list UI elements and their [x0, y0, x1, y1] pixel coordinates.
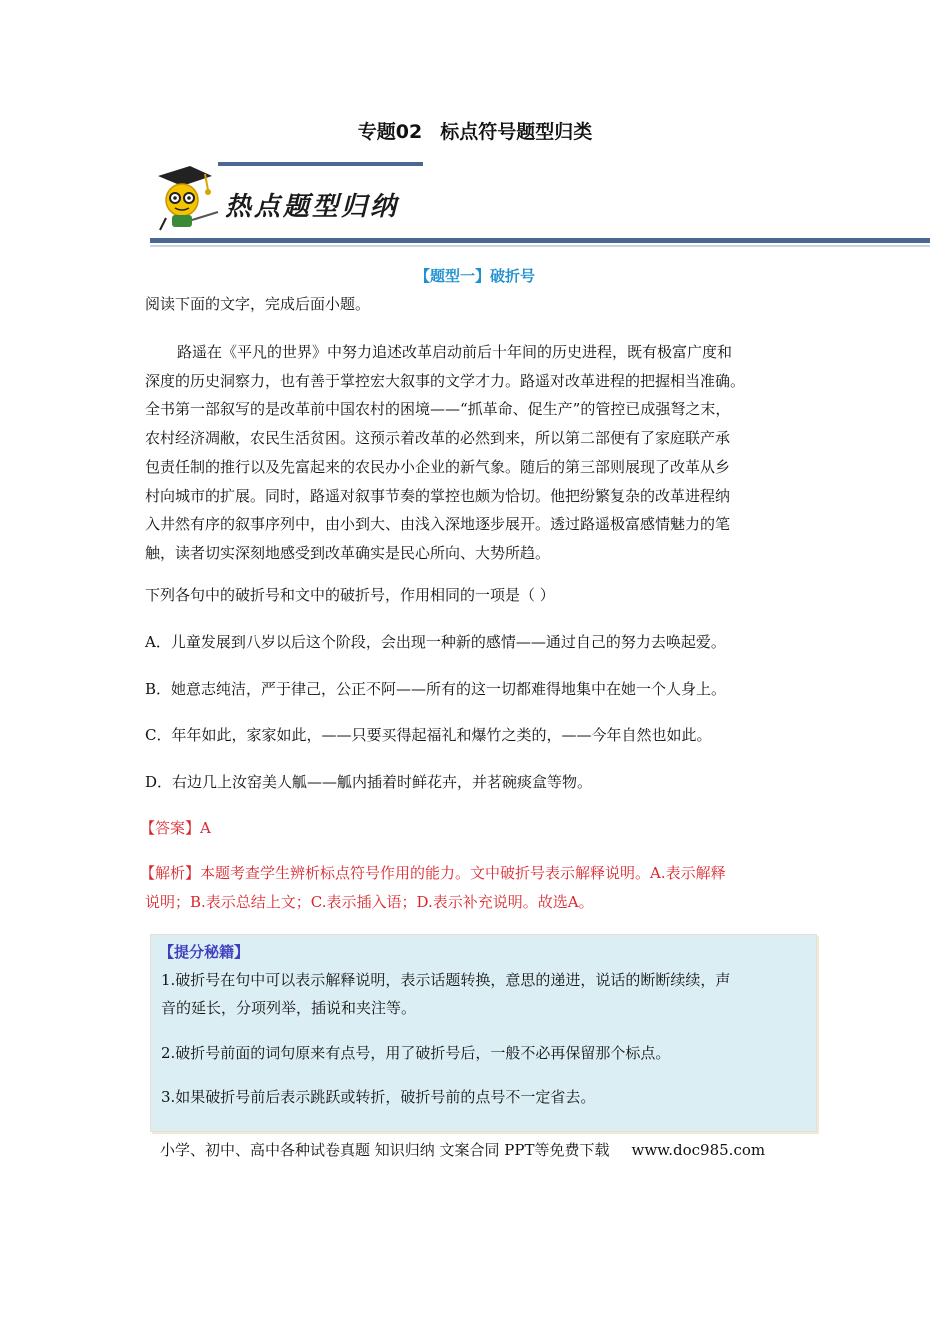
- tips-heading: 【提分秘籍】: [159, 943, 250, 961]
- tip-line: 3.如果破折号前后表示跳跃或转折，破折号前的点号不一定省去。: [161, 1088, 596, 1106]
- passage-line: 触，读者切实深刻地感受到改革确实是民心所向、大势所趋。: [145, 543, 551, 562]
- option-c: C．年年如此，家家如此，——只要买得起福礼和爆竹之类的，——今年自然也如此。: [145, 726, 712, 744]
- passage-line: 深度的历史洞察力，也有善于掌控宏大叙事的文学才力。路遥对改革进程的把握相当准确。: [145, 371, 746, 390]
- banner-top-rule: [218, 162, 423, 166]
- banner-title: 热点题型归纳: [225, 192, 400, 222]
- question-type-heading: 【题型一】破折号: [414, 267, 535, 285]
- tip-line: 2.破折号前面的词句原来有点号，用了破折号后，一般不必再保留那个标点。: [161, 1044, 671, 1062]
- passage-line: 全书第一部叙写的是改革前中国农村的困境——“抓革命、促生产”的管控已成强弩之末，: [145, 400, 731, 419]
- tip-line: 音的延长，分项列举，插说和夹注等。: [161, 999, 417, 1017]
- footer-text: 小学、初中、高中各种试卷真题 知识归纳 文案合同 PPT等免费下载: [160, 1141, 610, 1159]
- passage-line: 村向城市的扩展。同时，路遥对叙事节奏的掌控也颇为恰切。他把纷繁复杂的改革进程纳: [145, 486, 731, 505]
- analysis-label: 【解析】: [140, 864, 201, 882]
- answer-line: [140, 818, 211, 838]
- question-stem: 下列各句中的破折号和文中的破折号，作用相同的一项是（ ）: [145, 586, 555, 604]
- intro-text: 阅读下面的文字，完成后面小题。: [145, 295, 371, 313]
- answer-label: 【答案】: [140, 819, 201, 837]
- banner-bottom-rule-light: [150, 245, 930, 247]
- option-d: D．右边几上汝窑美人觚——觚内插着时鲜花卉，并茗碗痰盒等物。: [145, 773, 593, 791]
- passage-line: 农村经济凋敝，农民生活贫困。这预示着改革的必然到来，所以第二部便有了家庭联产承: [145, 429, 731, 448]
- graduate-mascot-icon: [150, 162, 220, 234]
- reading-passage: [145, 338, 815, 568]
- option-b: B．她意志纯洁，严于律己，公正不阿——所有的这一切都难得地集中在她一个人身上。: [145, 680, 727, 698]
- banner-bottom-rule: [150, 238, 930, 243]
- analysis-line-1: 【解析】本题考查学生辨析标点符号作用的能力。文中破折号表示解释说明。A.表示解释: [140, 864, 726, 882]
- footer-url: www.doc985.com: [631, 1141, 766, 1159]
- passage-line: 包责任制的推行以及先富起来的农民办小企业的新气象。随后的第三部则展现了改革从乡: [145, 457, 731, 476]
- section-banner: [150, 158, 930, 250]
- tip-line: 1.破折号在句中可以表示解释说明，表示话题转换，意思的递进，说话的断断续续，声: [161, 971, 731, 989]
- passage-line: 入井然有序的叙事序列中，由小到大、由浅入深地逐步展开。透过路遥极富感情魅力的笔: [145, 515, 731, 534]
- page-footer: [160, 1139, 765, 1160]
- passage-line: 路遥在《平凡的世界》中努力追述改革启动前后十年间的历史进程，既有极富广度和: [177, 343, 733, 361]
- analysis-line-2: 说明；B.表示总结上文；C.表示插入语；D.表示补充说明。故选A。: [145, 893, 594, 911]
- tips-box: [150, 934, 817, 1132]
- answer-value: A: [200, 819, 211, 837]
- option-a: A．儿童发展到八岁以后这个阶段，会出现一种新的感情——通过自己的努力去唤起爱。: [145, 633, 726, 651]
- page-title: 专题02 标点符号题型归类: [357, 121, 593, 143]
